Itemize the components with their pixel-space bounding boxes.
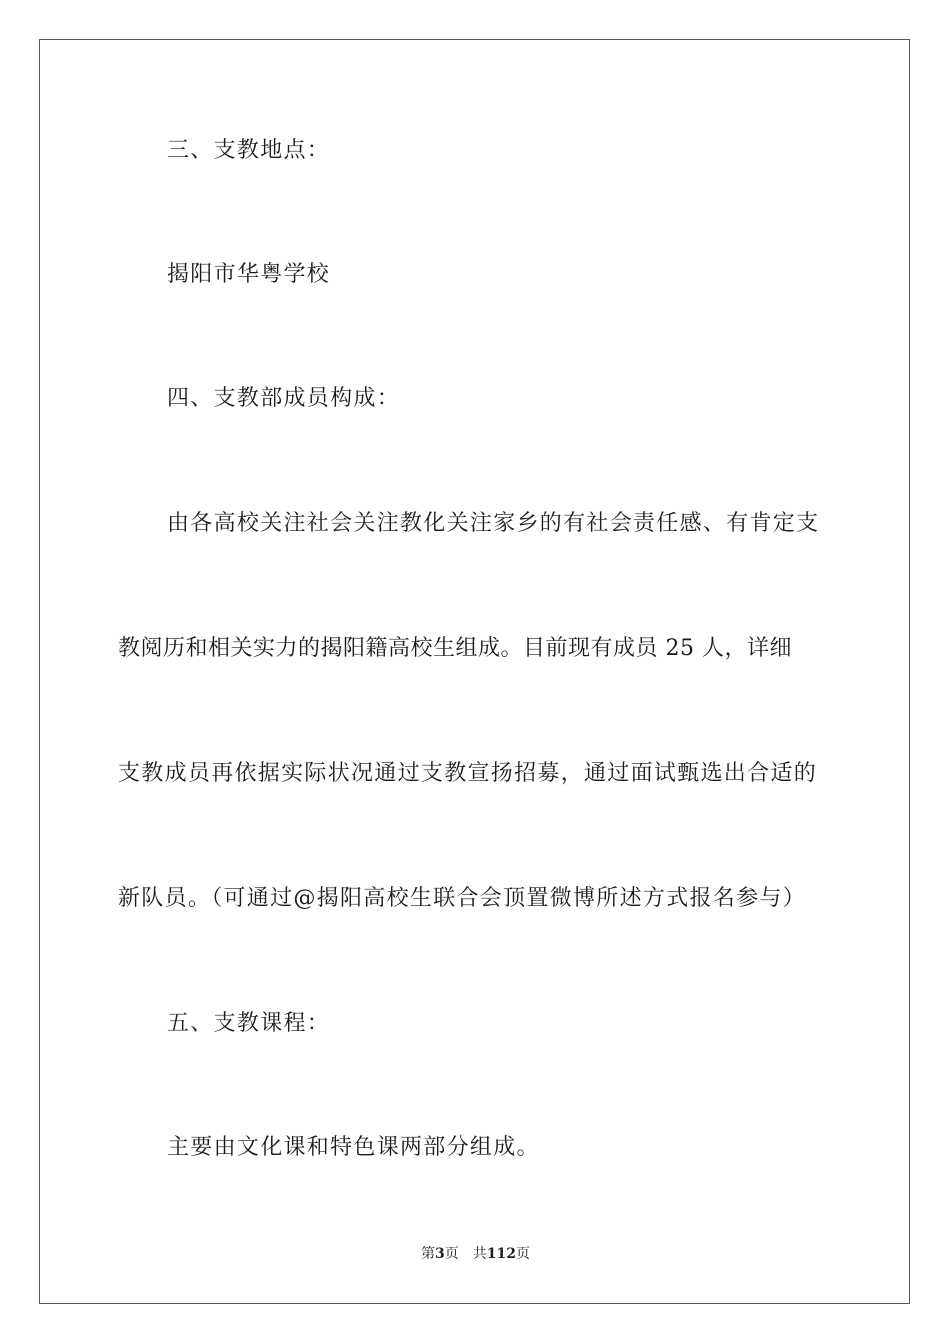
heading-courses: 五、支教课程：: [167, 1011, 331, 1036]
page-footer: [40, 1245, 911, 1263]
total-prefix: 共: [472, 1246, 487, 1262]
paragraph-location: 揭阳市华粤学校: [167, 262, 331, 287]
total-suffix: 页: [515, 1246, 530, 1262]
paragraph-members-line-1: 由各高校关注社会关注教化关注家乡的有社会责任感、有肯定支: [167, 511, 820, 536]
page-suffix: 页: [444, 1246, 459, 1262]
page-prefix: 第: [421, 1246, 435, 1262]
paragraph-members-line-4: 新队员。（可通过@揭阳高校生联合会顶置微博所述方式报名参与）: [118, 886, 807, 911]
page-frame: [39, 39, 910, 1304]
paragraph-courses: 主要由文化课和特色课两部分组成。: [167, 1135, 540, 1160]
heading-members: 四、支教部成员构成：: [167, 386, 401, 411]
total-pages: 112: [486, 1246, 516, 1262]
page-number: 3: [435, 1246, 445, 1262]
paragraph-members-line-2: 教阅历和相关实力的揭阳籍高校生组成。目前现有成员 25 人，详细: [118, 636, 792, 661]
paragraph-members-line-3: 支教成员再依据实际状况通过支教宣扬招募，通过面试甄选出合适的: [118, 761, 818, 786]
heading-location: 三、支教地点：: [167, 138, 331, 163]
